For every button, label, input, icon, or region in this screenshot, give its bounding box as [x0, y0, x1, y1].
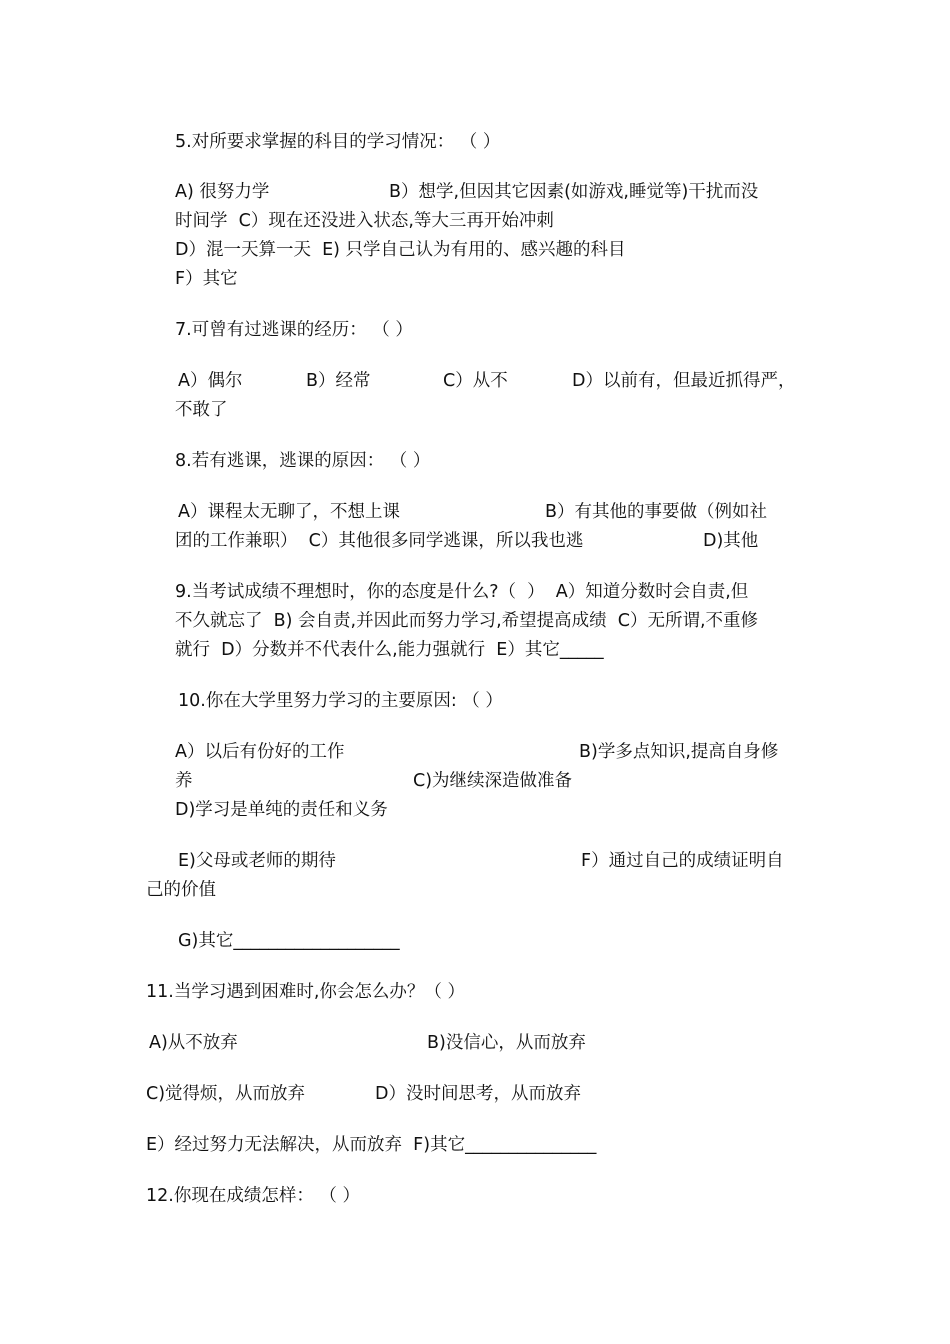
q5-option-b: B）想学,但因其它因素(如游戏,睡觉等)干扰而没 [389, 182, 759, 202]
q9-line-1: 9.当考试成绩不理想时，你的态度是什么?（ ） A）知道分数时会自责,但 [175, 582, 749, 602]
q10-option-f-cont: 己的价值 [146, 880, 216, 900]
q8-option-d: D)其他 [703, 531, 759, 551]
q8-option-b: B）有其他的事要做（例如社 [545, 502, 768, 522]
q7-option-d-cont: 不敢了 [175, 400, 228, 420]
q10-option-b: B)学多点知识,提高自身修 [579, 742, 779, 762]
q10-option-c: C)为继续深造做准备 [413, 771, 573, 791]
q5-option-a: A) 很努力学 [175, 182, 270, 202]
q7-option-a: A）偶尔 [178, 371, 243, 391]
q7-question: 7.可曾有过逃课的经历： （ ） [175, 320, 413, 340]
q5-option-f: F）其它 [175, 269, 238, 289]
q5-option-d-e: D）混一天算一天 E) 只学自己认为有用的、感兴趣的科目 [175, 240, 626, 260]
q7-option-c: C）从不 [443, 371, 508, 391]
q10-option-d: D)学习是单纯的责任和义务 [175, 800, 388, 820]
q11-question: 11.当学习遇到困难时,你会怎么办？（ ） [146, 982, 465, 1002]
q8-question: 8.若有逃课，逃课的原因： （ ） [175, 451, 431, 471]
q7-option-d: D）以前有，但最近抓得严， [572, 371, 796, 391]
q9-line-2: 不久就忘了 B) 会自责,并因此而努力学习,希望提高成绩 C）无所谓,不重修 [175, 611, 759, 631]
q10-option-a: A）以后有份好的工作 [175, 742, 345, 762]
q8-option-a: A）课程太无聊了，不想上课 [178, 502, 400, 522]
q11-option-b: B)没信心，从而放弃 [427, 1033, 586, 1053]
q12-question: 12.你现在成绩怎样： （ ） [146, 1186, 360, 1206]
q10-option-g: G)其它___________________ [178, 931, 400, 951]
q11-option-c: C)觉得烦，从而放弃 [146, 1084, 306, 1104]
q7-option-b: B）经常 [306, 371, 371, 391]
q10-option-f: F）通过自己的成绩证明自 [581, 851, 784, 871]
q9-line-3: 就行 D）分数并不代表什么,能力强就行 E）其它_____ [175, 640, 604, 660]
q10-option-e: E)父母或老师的期待 [178, 851, 336, 871]
q5-question: 5.对所要求掌握的科目的学习情况： （ ） [175, 132, 501, 152]
q8-option-b-c: 团的工作兼职） C）其他很多同学逃课，所以我也逃 [175, 531, 584, 551]
q11-option-a: A)从不放弃 [149, 1033, 238, 1053]
q5-option-b-c: 时间学 C）现在还没进入状态,等大三再开始冲刺 [175, 211, 554, 231]
q10-option-b-cont: 养 [175, 771, 193, 791]
q10-question: 10.你在大学里努力学习的主要原因: （ ） [178, 691, 503, 711]
q11-option-d: D）没时间思考，从而放弃 [375, 1084, 581, 1104]
q11-option-e-f: E）经过努力无法解决，从而放弃 F)其它_______________ [146, 1135, 597, 1155]
